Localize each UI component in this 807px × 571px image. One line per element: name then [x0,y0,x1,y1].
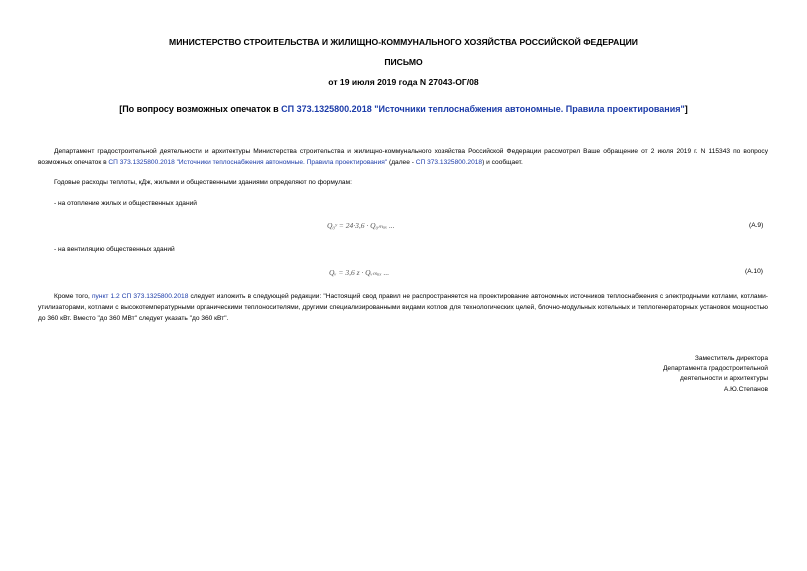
paragraph-intro-text-3: ) и сообщает. [482,159,523,166]
sp-link-short[interactable]: СП 373.1325800.2018 [415,159,483,166]
signature-line-3: деятельности и архитектуры [680,375,768,383]
paragraph-clause-text: Кроме того, [54,293,92,300]
signature-line-2: Департамента градостроительной [662,365,768,373]
paragraph-clause-text-2: следует изложить в следующей редакции: "Настоящий свод правил не распространяется на проектирование автономных источников теплоснабжения с электродными котлами, котлами-утилизаторами, котлами с высокотемпературными органическими теплоносителями, другими специализированными видами котлов для технологических целей, блочно-модульных котельных и теплогенераторных установок мощностью до 360 кВт. Вместо "до 360 МВт" следует указать "до 360 кВт". [38,293,768,322]
subject-link[interactable]: СП 373.1325800.2018 "Источники теплоснабжения автономные. Правила проектирования" [281,104,685,114]
formula-heating: Q₀ʸ = 24·3,6 · Q₀ₘₐₓ ... [327,221,395,230]
paragraph-intro-text-2: (далее - [387,159,416,166]
formula-ventilation: Qᵥ = 3,6 z · Qᵥₘₐₓ ... [329,268,390,277]
paragraph-clause [38,291,768,324]
equation-number-a9: (А.9) [749,222,764,229]
paragraph-intro [38,146,768,168]
clause-link[interactable]: пункт 1.2 СП 373.1325800.2018 [91,293,189,300]
paragraph-ventilation: - на вентиляцию общественных зданий [54,246,175,253]
subject-suffix: ] [684,104,688,114]
document-subject [0,104,807,114]
document-type: ПИСЬМО [384,57,423,67]
ministry-title: МИНИСТЕРСТВО СТРОИТЕЛЬСТВА И ЖИЛИЩНО-КОММУНАЛЬНОГО ХОЗЯЙСТВА РОССИЙСКОЙ ФЕДЕРАЦИИ [169,37,638,47]
signature-block [560,354,768,395]
sp-link-full[interactable]: СП 373.1325800.2018 "Источники теплоснабжения автономные. Правила проектирования" [108,159,388,166]
document-date: от 19 июля 2019 года N 27043-ОГ/08 [328,77,479,87]
signature-name: А.Ю.Степанов [723,385,768,393]
paragraph-intro-text: Департамент градостроительной деятельности и архитектуры Министерства строительства и жилищно-коммунального хозяйства Российской Федерации рассмотрел Ваше обращение от 2 июля 2019 г. N 115343 по вопросу возможных опечаток в [38,148,768,166]
paragraph-formulas-intro: Годовые расходы теплоты, кДж, жилыми и общественными зданиями определяют по формулам: [54,179,352,186]
signature-line-1: Заместитель директора [694,355,768,362]
paragraph-heating: - на отопление жилых и общественных зданий [54,200,197,207]
equation-number-a10: (А.10) [745,268,763,275]
subject-prefix: [По вопросу возможных опечаток в [119,104,282,114]
